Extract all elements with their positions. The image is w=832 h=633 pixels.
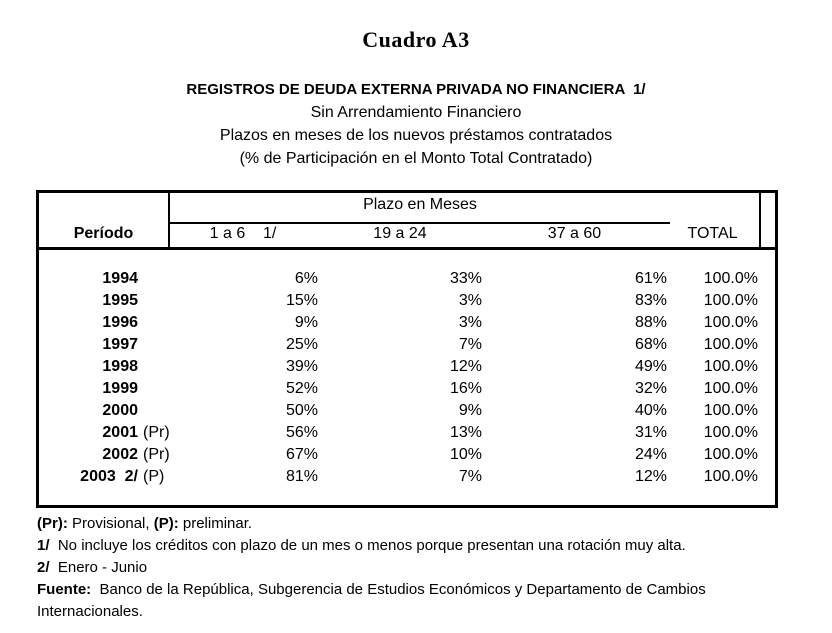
row-value-19a24: 3%	[458, 292, 482, 309]
row-year-suffix: (Pr)	[143, 424, 170, 441]
row-year: 2000	[102, 402, 138, 419]
table-row	[39, 356, 775, 378]
footnotes	[37, 513, 737, 623]
row-year: 1996	[102, 314, 138, 331]
row-year: 1998	[102, 358, 138, 375]
footnote-source	[37, 579, 737, 623]
row-value-1a6: 39%	[285, 358, 318, 375]
column-header-19a24: 19 a 24	[373, 225, 427, 242]
row-period-cell	[39, 378, 168, 400]
row-value-1a6: 6%	[294, 270, 318, 287]
row-value-1a6: 25%	[285, 336, 318, 353]
row-value-19a24: 33%	[449, 270, 482, 287]
row-value-total: 100.0%	[703, 468, 758, 485]
row-period-cell	[39, 268, 168, 290]
group-header-plazo-en-meses: Plazo en Meses	[363, 196, 477, 213]
table-row	[39, 290, 775, 312]
row-value-1a6: 9%	[294, 314, 318, 331]
row-value-1a6: 52%	[285, 380, 318, 397]
footnote-2-text: Enero - Junio	[49, 559, 148, 576]
group-header-underline	[168, 222, 670, 224]
row-period-cell	[39, 400, 168, 422]
row-value-37a60: 68%	[634, 336, 667, 353]
row-value-total: 100.0%	[703, 314, 758, 331]
row-value-19a24: 10%	[449, 446, 482, 463]
footnote-legend-p: (P):	[153, 515, 179, 532]
row-period-cell	[39, 334, 168, 356]
row-value-19a24: 7%	[458, 336, 482, 353]
row-period-cell	[39, 356, 168, 378]
table-row	[39, 444, 775, 466]
column-header-1a6: 1 a 6 1/	[209, 225, 277, 242]
row-value-19a24: 12%	[449, 358, 482, 375]
row-value-1a6: 56%	[285, 424, 318, 441]
row-value-19a24: 16%	[449, 380, 482, 397]
column-header-periodo: Período	[73, 225, 134, 242]
footnote-legend	[37, 513, 737, 535]
footnote-1-marker: 1/	[37, 537, 50, 554]
footnote-2	[37, 557, 737, 579]
row-value-37a60: 88%	[634, 314, 667, 331]
footnote-source-text: Banco de la República, Subgerencia de Estudios Económicos y Departamento de Cambios Internacionales.	[37, 581, 710, 620]
row-value-1a6: 50%	[285, 402, 318, 419]
row-value-total: 100.0%	[703, 292, 758, 309]
row-value-1a6: 81%	[285, 468, 318, 485]
table-row	[39, 378, 775, 400]
row-year: 1997	[102, 336, 138, 353]
row-year: 1994	[102, 270, 138, 287]
table-row	[39, 334, 775, 356]
row-period-cell	[39, 466, 168, 488]
row-period-cell	[39, 444, 168, 466]
row-value-37a60: 40%	[634, 402, 667, 419]
row-year: 2003 2/	[80, 468, 138, 485]
row-value-37a60: 49%	[634, 358, 667, 375]
row-year: 2001	[102, 424, 138, 441]
data-table	[36, 190, 778, 508]
row-value-total: 100.0%	[703, 424, 758, 441]
row-value-total: 100.0%	[703, 402, 758, 419]
row-value-total: 100.0%	[703, 446, 758, 463]
column-header-37a60: 37 a 60	[547, 225, 602, 242]
table-row	[39, 268, 775, 290]
footnote-source-label: Fuente:	[37, 581, 92, 598]
column-header-total: TOTAL	[687, 225, 738, 242]
table-header	[39, 193, 775, 250]
footnote-1	[37, 535, 737, 557]
row-value-37a60: 32%	[634, 380, 667, 397]
row-value-total: 100.0%	[703, 336, 758, 353]
footnote-legend-text2: preliminar.	[178, 515, 253, 532]
table-row	[39, 312, 775, 334]
row-value-37a60: 31%	[634, 424, 667, 441]
row-value-19a24: 9%	[458, 402, 482, 419]
table-row	[39, 466, 775, 488]
row-year: 1995	[102, 292, 138, 309]
footnote-2-marker: 2/	[37, 559, 50, 576]
footnote-legend-pr: (Pr):	[37, 515, 68, 532]
right-header-divider	[759, 193, 761, 247]
heading-subtitle-2: Plazos en meses de los nuevos préstamos contratados	[219, 127, 613, 144]
row-year-suffix: (P)	[143, 468, 165, 485]
row-value-total: 100.0%	[703, 270, 758, 287]
row-value-total: 100.0%	[703, 358, 758, 375]
heading-main: REGISTROS DE DEUDA EXTERNA PRIVADA NO FINANCIERA 1/	[186, 81, 646, 98]
page-title: Cuadro A3	[362, 27, 470, 52]
row-value-37a60: 12%	[634, 468, 667, 485]
column-headers-row	[168, 225, 758, 243]
row-value-37a60: 24%	[634, 446, 667, 463]
table-row	[39, 422, 775, 444]
row-value-19a24: 13%	[449, 424, 482, 441]
row-period-cell	[39, 290, 168, 312]
heading-subtitle-3: (% de Participación en el Monto Total Contratado)	[239, 150, 593, 167]
table-body	[39, 250, 775, 488]
row-value-37a60: 83%	[634, 292, 667, 309]
row-value-19a24: 3%	[458, 314, 482, 331]
footnote-1-text: No incluye los créditos con plazo de un mes o menos porque presentan una rotación muy alta.	[49, 537, 686, 554]
row-value-19a24: 7%	[458, 468, 482, 485]
row-year: 1999	[102, 380, 138, 397]
row-period-cell	[39, 312, 168, 334]
heading-subtitle-1: Sin Arrendamiento Financiero	[310, 104, 522, 121]
row-value-37a60: 61%	[634, 270, 667, 287]
row-value-total: 100.0%	[703, 380, 758, 397]
row-period-cell	[39, 422, 168, 444]
table-heading	[0, 78, 832, 170]
footnote-legend-text1: Provisional,	[67, 515, 154, 532]
row-year-suffix: (Pr)	[143, 446, 170, 463]
row-year: 2002	[102, 446, 138, 463]
row-value-1a6: 15%	[285, 292, 318, 309]
table-row	[39, 400, 775, 422]
row-value-1a6: 67%	[285, 446, 318, 463]
